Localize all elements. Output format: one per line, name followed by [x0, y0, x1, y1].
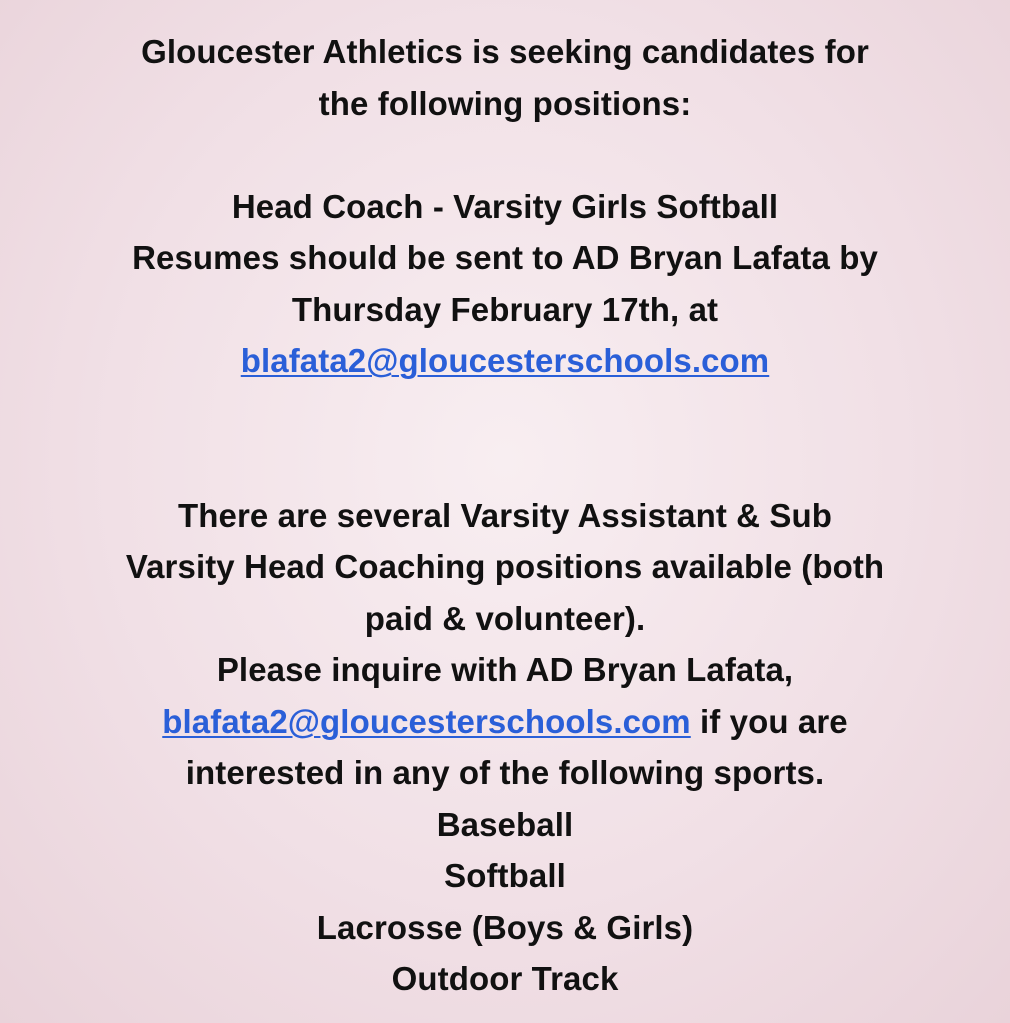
intro-line-2: the following positions:: [318, 84, 692, 122]
position-instructions-line-1: Resumes should be sent to AD Bryan Lafata by: [132, 239, 878, 276]
spacer: [0, 387, 1010, 490]
spacer: [0, 129, 1010, 181]
intro-line-1: Gloucester Athletics is seeking candidates for: [141, 33, 869, 70]
position-title: Head Coach - Varsity Girls Softball: [231, 187, 779, 225]
sport-softball: Softball: [444, 857, 566, 894]
position-instructions-line-2: Thursday February 17th, at: [291, 290, 719, 328]
sport-lacrosse: Lacrosse (Boys & Girls): [316, 908, 694, 946]
position-email-line: [0, 335, 1010, 387]
sport-baseball: Baseball: [436, 805, 574, 843]
other-positions-line-3: paid & volunteer).: [364, 599, 646, 637]
email-link-1[interactable]: blafata2@gloucesterschools.com: [240, 342, 770, 379]
other-positions-line-2: Varsity Head Coaching positions available (both: [125, 548, 885, 585]
inquire-email-line: [0, 696, 1010, 748]
other-positions-line-1: There are several Varsity Assistant & Sub: [177, 496, 833, 534]
email-link-2[interactable]: blafata2@gloucesterschools.com: [162, 702, 691, 740]
interest-line: interested in any of the following sports.: [185, 754, 825, 791]
sport-outdoor-track: Outdoor Track: [391, 960, 619, 997]
inquire-line: Please inquire with AD Bryan Lafata,: [216, 651, 794, 688]
inquire-email-suffix: if you are: [690, 702, 848, 740]
